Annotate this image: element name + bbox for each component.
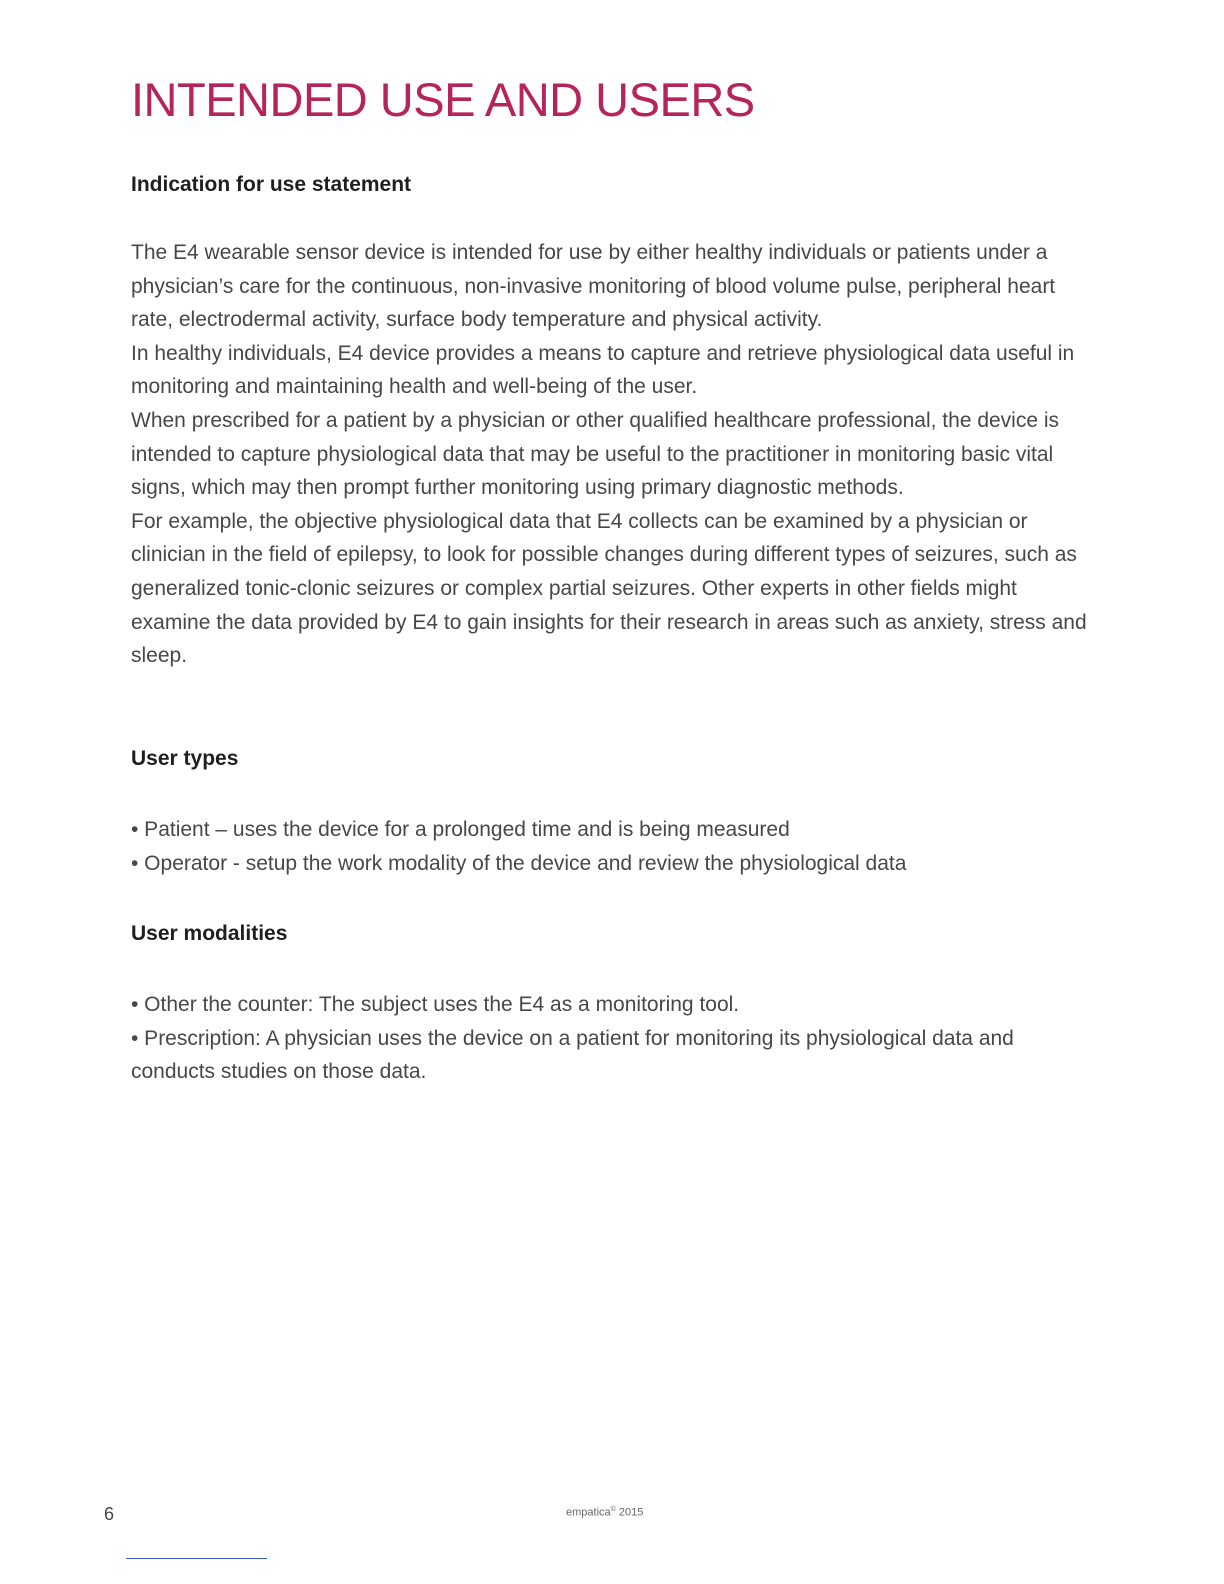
footer-copyright [566,1503,643,1520]
list-item: • Operator - setup the work modality of the device and review the physiological data [131,851,907,875]
indication-paragraph: When prescribed for a patient by a physician or other qualified healthcare professional, the device is intended to capture physiological data that may be useful to the practitioner in monitoring basic vital signs, which may then prompt further monitoring using primary diagnostic methods. [131,408,1060,500]
copyright-mark: © [610,1506,616,1513]
list-item: • Other the counter: The subject uses the E4 as a monitoring tool. [131,993,740,1016]
indication-paragraph: In healthy individuals, E4 device provides a means to capture and retrieve physiological data useful in monitoring and maintaining health and well-being of the user. [131,341,1075,399]
copyright-year: 2015 [618,1506,644,1519]
indication-paragraph: The E4 wearable sensor device is intended for use by either healthy individuals or patients under a physician’s care for the continuous, non-invasive monitoring of blood volume pulse, peripheral heart rate, electrodermal activity, surface body temperature and physical activity. [131,241,1056,332]
user-types-list [131,813,1091,880]
section-heading-user-modalities: User modalities [131,922,288,945]
section-heading-user-types: User types [131,747,239,770]
footer-link-underline[interactable] [126,1558,267,1559]
page-title: INTENDED USE AND USERS [131,73,755,126]
indication-paragraph: For example, the objective physiological data that E4 collects can be examined by a physician or clinician in the field of epilepsy, to look for possible changes during different types of seizures, such as generalized tonic-clonic seizures or complex partial seizures. Other experts in other fields might examine the data provided by E4 to gain insights for their research in areas such as anxiety, stress and sleep. [131,509,1087,668]
user-modalities-list [131,988,1091,1089]
list-item: • Prescription: A physician uses the device on a patient for monitoring its physiological data and conducts studies on those data. [131,1026,1014,1084]
page-number: 6 [104,1504,115,1524]
section-heading-indication: Indication for use statement [131,173,412,196]
indication-statement [131,236,1091,673]
brand-name: empatica [566,1506,611,1519]
list-item: • Patient – uses the device for a prolonged time and is being measured [131,818,790,841]
